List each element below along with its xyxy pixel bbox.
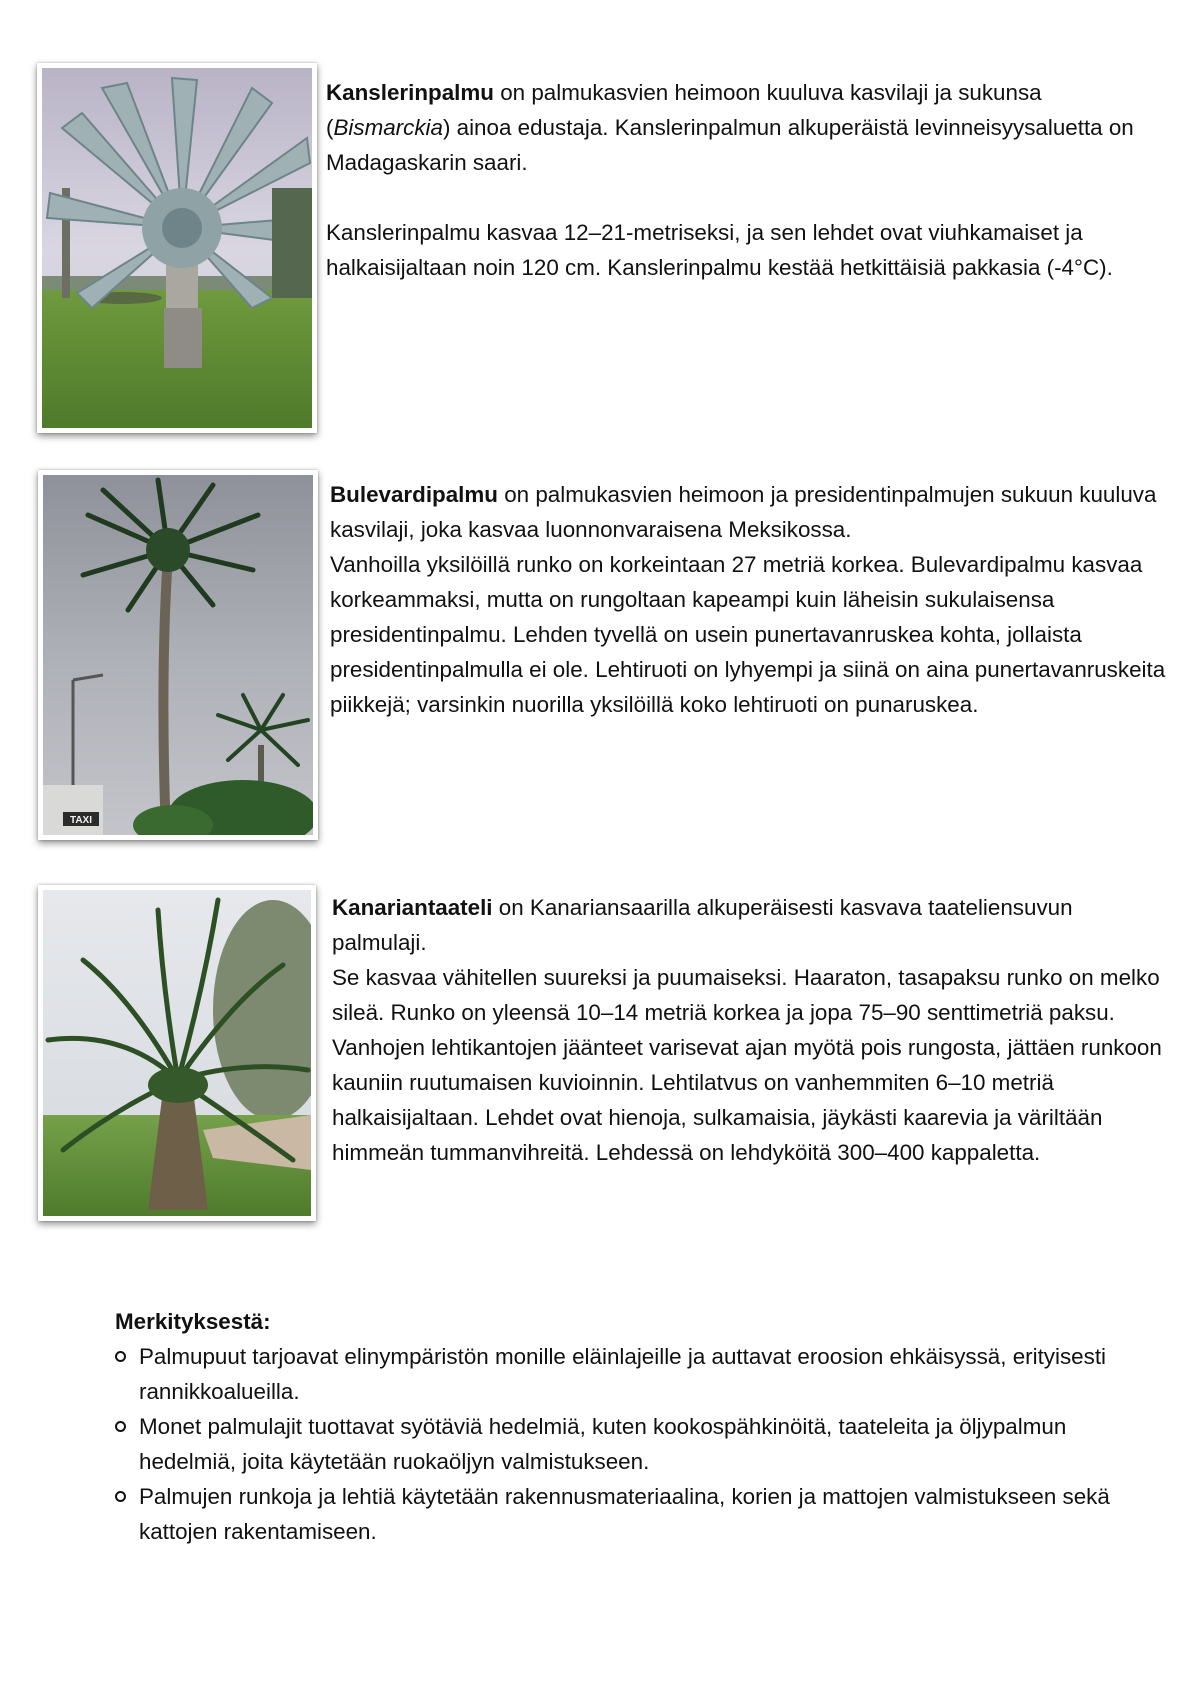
bismarckia-genus: Bismarckia [333, 115, 443, 140]
canary-date-palm-paragraph-2: Se kasvaa vähitellen suureksi ja puumaiseksi. Haaraton, tasapaksu runko on melko sileä. Runko on yleensä 10–14 metriä korkea ja jopa 75–90 senttimetriä paksu. Vanhojen lehtikantojen jäänteet varisevat ajan myötä pois rungosta, jättäen runkoon kauniin ruutumaisen kuvioinnin. Lehtilatvus on vanhemmiten 6–10 metriä halkaisijaltaan. Lehdet ovat hienoja, sulkamaisia, jäykästi kaarevia ja väriltään himmeän tummanvihreitä. Lehdessä on lehdyköitä 300–400 kappaletta. [332, 965, 1162, 1165]
washingtonia-name: Bulevardipalmu [330, 482, 498, 507]
taxi-sign-text: TAXI [69, 815, 93, 826]
washingtonia-paragraph-2: Vanhoilla yksilöillä runko on korkeintaan 27 metriä korkea. Bulevardipalmu kasvaa korkeammaksi, mutta on rungoltaan kapeampi kuin läheisin sukulaisensa presidentinpalmu. Lehden tyvellä on usein punertavanruskea kohta, jollaista presidentinpalmulla ei ole. Lehtiruoti on lyhyempi ja siinä on aina punertavanruskeita piikkejä; varsinkin nuorilla yksilöillä koko lehtiruoti on punaruskea. [330, 552, 1166, 717]
significance-heading: Merkityksestä: [115, 1309, 271, 1334]
bismarckia-paragraph-2: Kanslerinpalmu kasvaa 12–21-metriseksi, ja sen lehdet ovat viuhkamaiset ja halkaisijaltaan noin 120 cm. Kanslerinpalmu kestää hetkittäisiä pakkasia (-4°C). [326, 220, 1113, 280]
canary-date-palm-name: Kanariantaateli [332, 895, 493, 920]
list-item: Palmupuut tarjoavat elinympäristön monille eläinlajeille ja auttavat eroosion ehkäisyssä, erityisesti rannikkoalueilla. [115, 1339, 1115, 1409]
washingtonia-description: Bulevardipalmu on palmukasvien heimoon ja presidentinpalmujen sukuun kuuluva kasvilaji, joka kasvaa luonnonvaraisena Meksikossa. Vanhoilla yksilöillä runko on korkeintaan 27 metriä korkea. Bulevardipalmu kasvaa korkeammaksi, mutta on rungoltaan kapeampi kuin läheisin sukulaisensa presidentinpalmu. Lehden tyvellä on usein punertavanruskea kohta, jollaista presidentinpalmulla ei ole. Lehtiruoti on lyhyempi ja siinä on aina punertavanruskeita piikkejä; varsinkin nuorilla yksilöillä koko lehtiruoti on punaruskea. [330, 477, 1170, 722]
canary-date-palm-photo [38, 885, 316, 1221]
list-item: Monet palmulajit tuottavat syötäviä hedelmiä, kuten kookospähkinöitä, taateleita ja öljypalmun hedelmiä, joita käytetään ruokaöljyn valmistukseen. [115, 1409, 1115, 1479]
bullet-circle-icon [115, 1421, 126, 1432]
significance-list [115, 1339, 1115, 1549]
bismarckia-palm-photo [37, 63, 317, 433]
bullet-circle-icon [115, 1491, 126, 1502]
bismarckia-description: Kanslerinpalmu on palmukasvien heimoon kuuluva kasvilaji ja sukunsa (Bismarckia) ainoa edustaja. Kanslerinpalmun alkuperäistä levinneisyysaluetta on Madagaskarin saari. Kanslerinpalmu kasvaa 12–21-metriseksi, ja sen lehdet ovat viuhkamaiset ja halkaisijaltaan noin 120 cm. Kanslerinpalmu kestää hetkittäisiä pakkasia (-4°C). [326, 75, 1166, 285]
washingtonia-palm-photo [38, 470, 318, 840]
list-item: Palmujen runkoja ja lehtiä käytetään rakennusmateriaalina, korien ja mattojen valmistukseen sekä kattojen rakentamiseen. [115, 1479, 1115, 1549]
canary-date-palm-description: Kanariantaateli on Kanariansaarilla alkuperäisesti kasvava taateliensuvun palmulaji. Se kasvaa vähitellen suureksi ja puumaiseksi. Haaraton, tasapaksu runko on melko sileä. Runko on yleensä 10–14 metriä korkea ja jopa 75–90 senttimetriä paksu. Vanhojen lehtikantojen jäänteet varisevat ajan myötä pois rungosta, jättäen runkoon kauniin ruutumaisen kuvioinnin. Lehtilatvus on vanhemmiten 6–10 metriä halkaisijaltaan. Lehdet ovat hienoja, sulkamaisia, jäykästi kaarevia ja väriltään himmeän tummanvihreitä. Lehdessä on lehdyköitä 300–400 kappaletta. [332, 890, 1172, 1170]
bismarckia-name: Kanslerinpalmu [326, 80, 494, 105]
bullet-circle-icon [115, 1351, 126, 1362]
